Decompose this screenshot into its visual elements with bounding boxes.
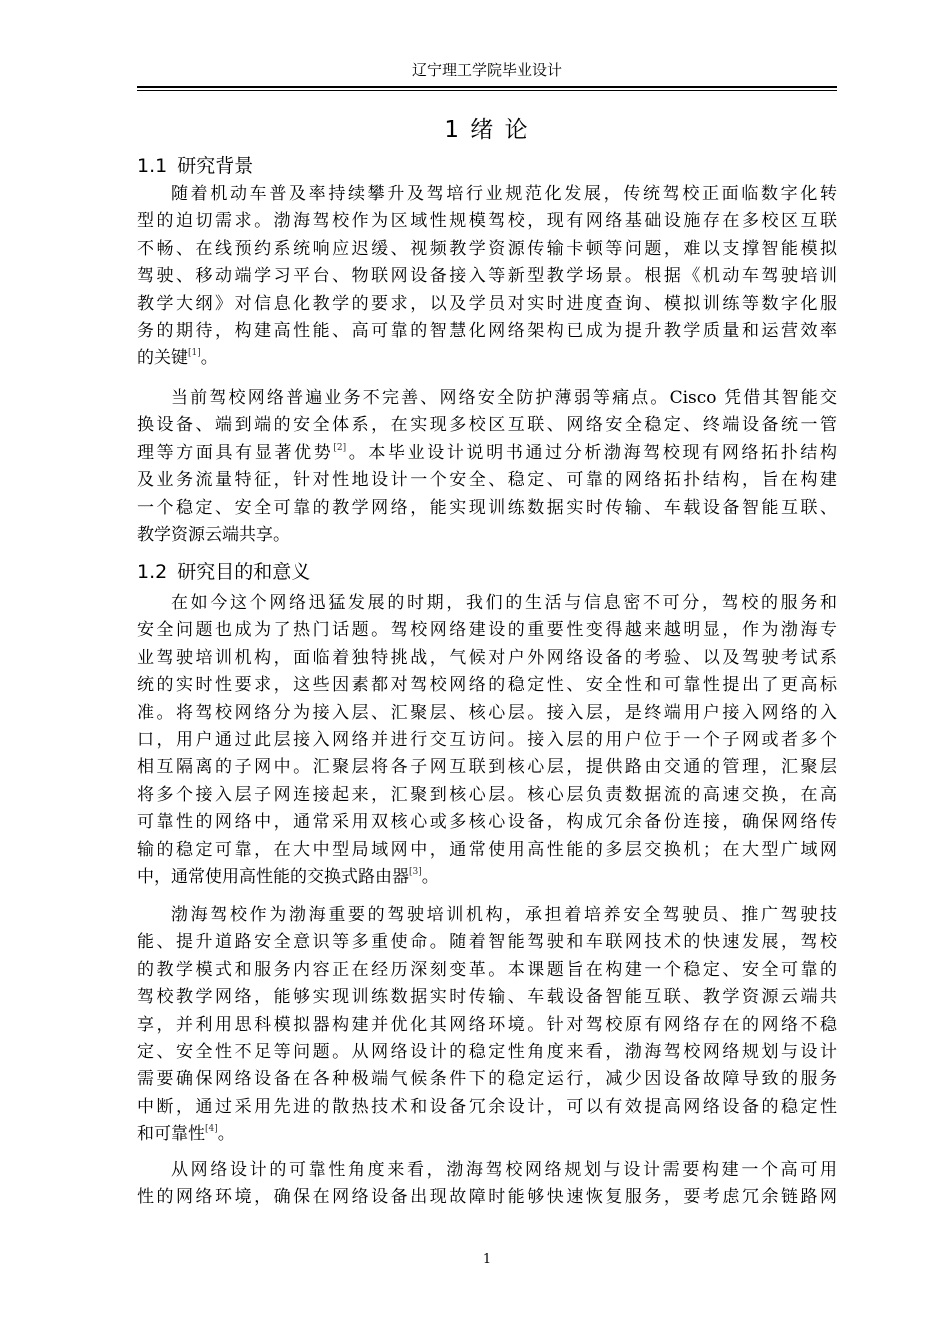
- text-fragment: 和可靠性: [137, 1124, 205, 1145]
- text-line: 可靠性的网络中，通常采用双核心或多核心设备，构成冗余备份连接，确保网络传: [137, 812, 837, 833]
- text-line: 能、提升道路安全意识等多重使命。随着智能驾驶和车联网技术的快速发展，驾校: [137, 932, 837, 953]
- text-fragment: 中，通常使用高性能的交换式路由器: [137, 866, 409, 887]
- text-line: 安全问题也成为了热门话题。驾校网络建设的重要性变得越来越明显，作为渤海专: [137, 620, 837, 641]
- text-line: 相互隔离的子网中。汇聚层将各子网互联到核心层，提供路由交通的管理，汇聚层: [137, 757, 837, 778]
- text-line: 当前驾校网络普遍业务不完善、网络安全防护薄弱等痛点。Cisco 凭借其智能交: [171, 388, 837, 408]
- text-line: 性的网络环境，确保在网络设备出现故障时能够快速恢复服务，要考虑冗余链路网: [137, 1187, 837, 1208]
- header-rule-thin: [137, 90, 837, 91]
- text-fragment: 。: [421, 866, 439, 887]
- section-title: 研究背景: [177, 155, 254, 177]
- text-line: 输的稳定可靠，在大中型局域网中，通常使用高性能的多层交换机；在大型广域网: [137, 839, 837, 860]
- chapter-title: 1 绪 论: [444, 117, 530, 143]
- paragraph-1: [137, 181, 837, 373]
- text-line: 教学大纲》对信息化教学的要求，以及学员对实时进度查询、模拟训练等数字化服: [137, 293, 837, 314]
- text-line: [137, 345, 837, 372]
- text-line: 一个稳定、安全可靠的教学网络，能实现训练数据实时传输、车载设备智能互联、: [137, 497, 837, 518]
- text-line: 在如今这个网络迅猛发展的时期，我们的生活与信息密不可分，驾校的服务和: [171, 593, 837, 613]
- text-line: [137, 1121, 837, 1148]
- text-line: 业驾驶培训机构，面临着独特挑战，气候对户外网络设备的考验、以及驾驶考试系: [137, 647, 837, 668]
- citation-marker: [4]: [205, 1124, 218, 1135]
- paragraph-3: [137, 590, 837, 891]
- text-line: 需要确保网络设备在各种极端气候条件下的稳定运行，减少因设备故障导致的服务: [137, 1069, 837, 1090]
- text-line: 不畅、在线预约系统响应迟缓、视频教学资源传输卡顿等问题，难以支撑智能模拟: [137, 238, 837, 259]
- text-line: 务的期待，构建高性能、高可靠的智慧化网络架构已成为提升教学质量和运营效率: [137, 320, 837, 341]
- text-line: 定、安全性不足等问题。从网络设计的稳定性角度来看，渤海驾校网络规划与设计: [137, 1041, 837, 1062]
- text-line: 的教学模式和服务内容正在经历深刻变革。本课题旨在构建一个稳定、安全可靠的: [137, 959, 837, 980]
- paragraph-5: [137, 1157, 837, 1212]
- text-line: 统的实时性要求，这些因素都对驾校网络的稳定性、安全性和可靠性提出了更高标: [137, 675, 837, 696]
- text-fragment: 。: [200, 348, 218, 369]
- paragraph-4: [137, 902, 837, 1149]
- text-fragment: 。本毕业设计说明书通过分析渤海驾校现有网络拓扑结构: [346, 442, 838, 463]
- text-line: 渤海驾校作为渤海重要的驾驶培训机构，承担着培养安全驾驶员、推广驾驶技: [171, 905, 837, 925]
- text-line: 驾校教学网络，能够实现训练数据实时传输、车载设备智能互联、教学资源云端共: [137, 987, 837, 1008]
- section-number: 1.2: [137, 561, 168, 583]
- section-heading-1-1: [137, 152, 837, 180]
- section-number: 1.1: [137, 155, 168, 177]
- text-line: 换设备、端到端的安全体系，在实现多校区互联、网络安全稳定、终端设备统一管: [137, 415, 837, 436]
- paragraph-2: [137, 385, 837, 549]
- text-line: 随着机动车普及率持续攀升及驾培行业规范化发展，传统驾校正面临数字化转: [171, 184, 837, 204]
- text-line: 享，并利用思科模拟器构建并优化其网络环境。针对驾校原有网络存在的网络不稳: [137, 1014, 837, 1035]
- page-number: 1: [482, 1252, 492, 1267]
- text-line: 准。将驾校网络分为接入层、汇聚层、核心层。接入层，是终端用户接入网络的入: [137, 702, 837, 723]
- running-header: 辽宁理工学院毕业设计: [411, 61, 562, 79]
- text-line: 驾驶、移动端学习平台、物联网设备接入等新型教学场景。根据《机动车驾驶培训: [137, 266, 837, 287]
- text-line: [137, 864, 837, 891]
- citation-marker: [2]: [333, 442, 347, 453]
- citation-marker: [1]: [188, 348, 201, 359]
- text-line: 及业务流量特征，针对性地设计一个安全、稳定、可靠的网络拓扑结构，旨在构建: [137, 470, 837, 491]
- text-fragment: 的关键: [137, 348, 188, 369]
- section-title: 研究目的和意义: [177, 561, 311, 583]
- text-line: 型的迫切需求。渤海驾校作为区域性规模驾校，现有网络基础设施存在多校区互联: [137, 211, 837, 232]
- text-line: 教学资源云端共享。: [137, 524, 290, 545]
- citation-marker: [3]: [409, 866, 422, 877]
- section-heading-1-2: [137, 558, 837, 586]
- text-line: 口，用户通过此层接入网络并进行交互访问。接入层的用户位于一个子网或者多个: [137, 729, 837, 750]
- text-line: 从网络设计的可靠性角度来看，渤海驾校网络规划与设计需要构建一个高可用: [171, 1160, 837, 1180]
- text-line: 将多个接入层子网连接起来，汇聚到核心层。核心层负责数据流的高速交换，在高: [137, 784, 837, 805]
- text-fragment: 理等方面具有显著优势: [137, 442, 334, 463]
- text-line: [137, 440, 837, 467]
- text-line: 中断，通过采用先进的散热技术和设备冗余设计，可以有效提高网络设备的稳定性: [137, 1096, 837, 1117]
- text-fragment: 。: [217, 1124, 235, 1145]
- header-rule: [137, 86, 837, 88]
